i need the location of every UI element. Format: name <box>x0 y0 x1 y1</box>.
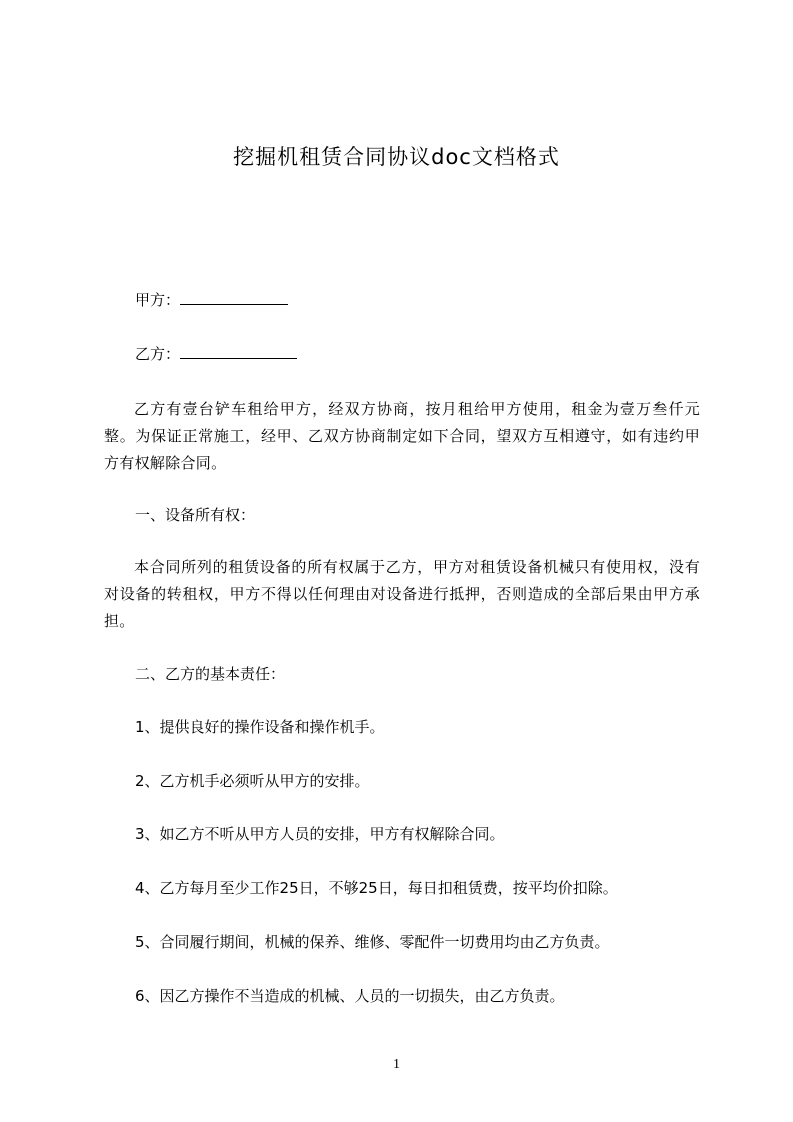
list-item: 4、乙方每月至少工作25日，不够25日，每日扣租赁费，按平均价扣除。 <box>135 879 618 897</box>
party-a-line <box>135 290 288 310</box>
party-b-line <box>135 344 297 364</box>
section1-body: 本合同所列的租赁设备的所有权属于乙方，甲方对租赁设备机械只有使用权，没有对设备的转租权，甲方不得以任何理由对设备进行抵押，否则造成的全部后果由甲方承担。 <box>104 558 700 630</box>
party-a-blank <box>180 290 288 305</box>
party-b-label: 乙方： <box>135 345 181 363</box>
list-item: 2、乙方机手必须听从甲方的安排。 <box>135 772 370 790</box>
list-item: 1、提供良好的操作设备和操作机手。 <box>135 718 385 736</box>
list-item: 5、合同履行期间，机械的保养、维修、零配件一切费用均由乙方负责。 <box>135 933 610 951</box>
intro-paragraph: 乙方有壹台铲车租给甲方，经双方协商，按月租给甲方使用，租金为壹万叁仟元整。为保证正常施工，经甲、乙双方协商制定如下合同，望双方互相遵守，如有违约甲方有权解除合同。 <box>104 400 700 472</box>
party-a-label: 甲方： <box>135 291 181 309</box>
section1-heading: 一、设备所有权： <box>135 506 256 524</box>
page-number: 1 <box>393 1057 400 1072</box>
list-item: 3、如乙方不听从甲方人员的安排，甲方有权解除合同。 <box>135 825 505 843</box>
party-b-blank <box>180 344 297 359</box>
section2-heading: 二、乙方的基本责任： <box>135 665 286 683</box>
document-title: 挖掘机租赁合同协议doc文档格式 <box>233 145 560 169</box>
list-item: 6、因乙方操作不当造成的机械、人员的一切损失，由乙方负责。 <box>135 987 565 1005</box>
